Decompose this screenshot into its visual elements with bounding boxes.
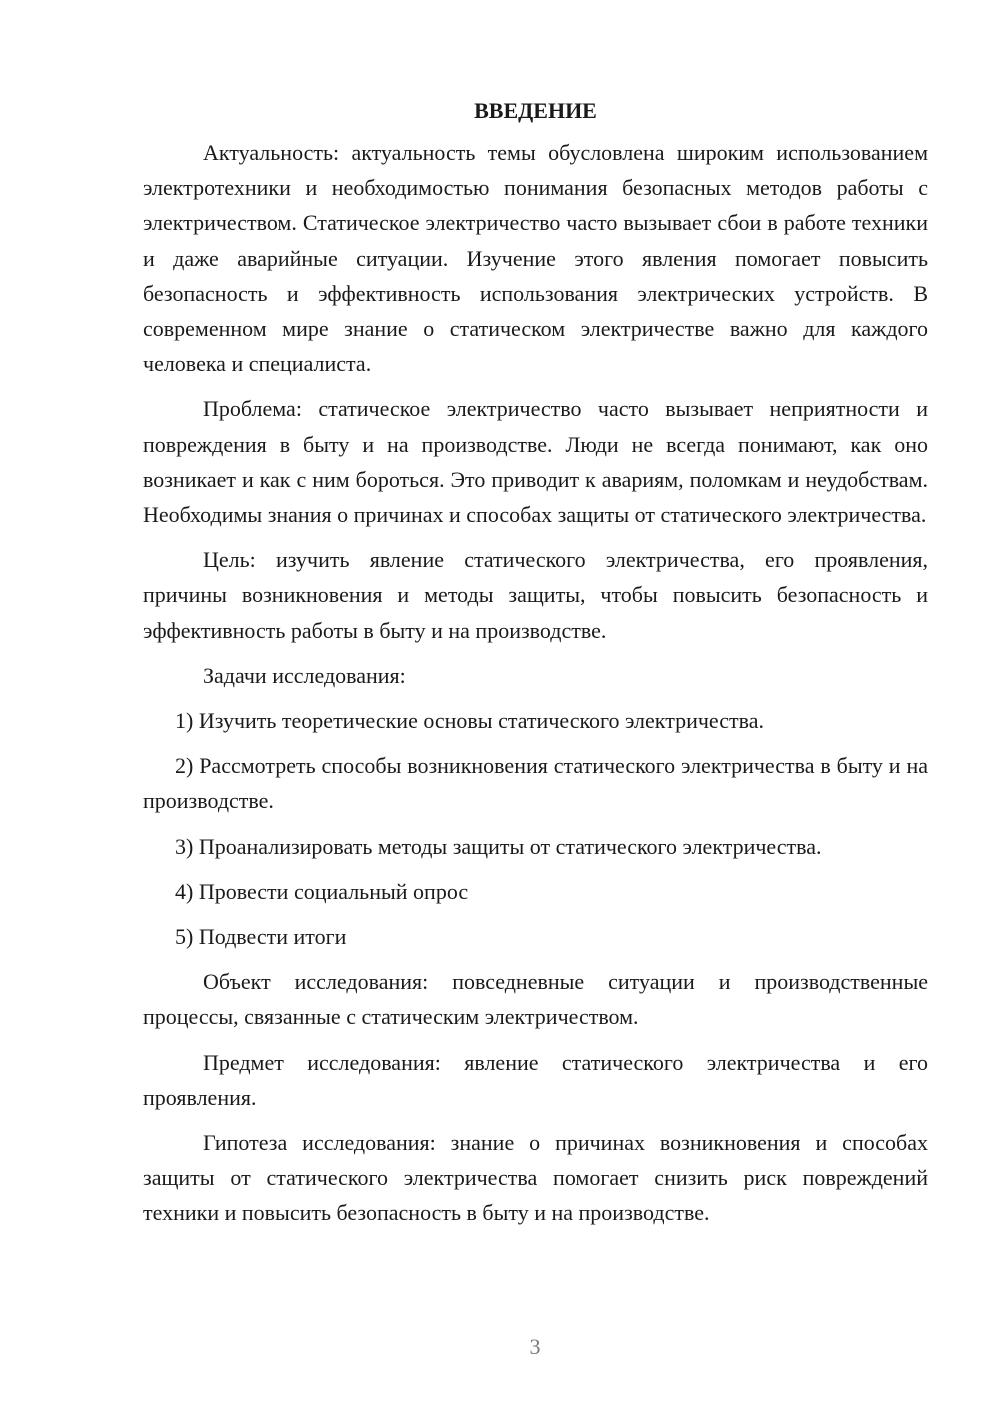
paragraph-relevance: Актуальность: актуальность темы обусловлена широким использованием электротехники и необходимостью понимания безопасных методов работы с электричеством. Статическое электричество часто вызывает сбои в работе техники и даже аварийные ситуации. Изучение этого явления помогает повысить безопасность и эффективность использования электрических устройств. В современном мире знание о статическом электричестве важно для каждого человека и специалиста. bbox=[143, 140, 928, 377]
task-item-1: 1) Изучить теоретические основы статического электричества. bbox=[175, 708, 764, 734]
task-item-5: 5) Подвести итоги bbox=[175, 924, 347, 950]
paragraph-hypothesis: Гипотеза исследования: знание о причинах возникновения и способах защиты от статического электричества помогает снизить риск повреждений техники и повысить безопасность в быту и на производстве. bbox=[143, 1130, 928, 1226]
paragraph-subject: Предмет исследования: явление статического электричества и его проявления. bbox=[143, 1049, 928, 1110]
paragraph-object: Объект исследования: повседневные ситуации и производственные процессы, связанные с статическим электричеством. bbox=[143, 969, 928, 1030]
paragraph-goal: Цель: изучить явление статического электричества, его проявления, причины возникновения и методы защиты, чтобы повысить безопасность и эффективность работы в быту и на производстве. bbox=[143, 547, 928, 643]
page-number: 3 bbox=[529, 1334, 541, 1359]
task-item-3: 3) Проанализировать методы защиты от статического электричества. bbox=[175, 833, 822, 859]
paragraph-tasks-heading: Задачи исследования: bbox=[203, 662, 406, 688]
paragraph-problem: Проблема: статическое электричество часто вызывает неприятности и повреждения в быту и на производстве. Люди не всегда понимают, как оно возникает и как с ним бороться. Это приводит к авариям, поломкам и неудобствам. Необходимы знания о причинах и способах защиты от статического электричества. bbox=[143, 396, 928, 528]
task-item-4: 4) Провести социальный опрос bbox=[175, 878, 469, 904]
task-item-2: 2) Рассмотреть способы возникновения статического электричества в быту и на производстве. bbox=[143, 753, 928, 814]
section-title: ВВЕДЕНИЕ bbox=[474, 98, 597, 123]
document-page bbox=[143, 95, 928, 1241]
